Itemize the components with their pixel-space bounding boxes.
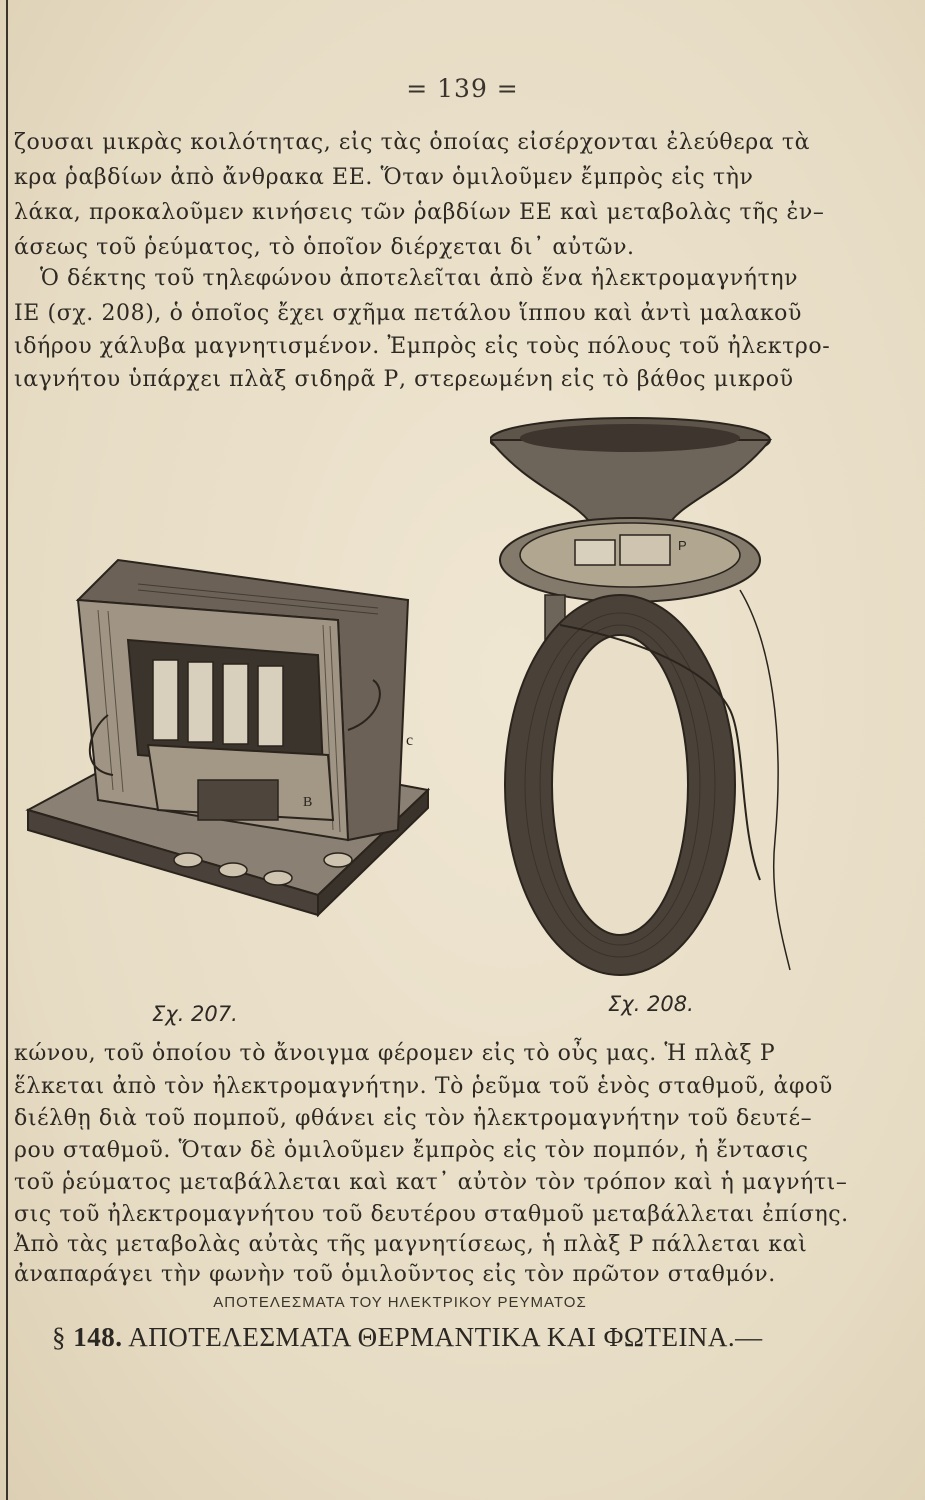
page-number: = 139 = xyxy=(406,74,519,103)
text-line: ΙΕ (σχ. 208), ὁ ὁποῖος ἔχει σχῆμα πετάλου ἵππου καὶ ἀντὶ μαλακοῦ xyxy=(14,301,802,326)
section-heading xyxy=(52,1322,763,1353)
figure-208-label-p: P xyxy=(678,538,687,553)
text-line: ἕλκεται ἀπὸ τὸν ἠλεκτρομαγνήτην. Τὸ ῥεῦμα τοῦ ἑνὸς σταθμοῦ, ἀφοῦ xyxy=(14,1074,833,1099)
text-line: ζουσαι μικρὰς κοιλότητας, εἰς τὰς ὁποίας εἰσέρχονται ἐλεύθερα τὰ xyxy=(14,130,811,155)
text-line: κώνου, τοῦ ὁποίου τὸ ἄνοιγμα φέρομεν εἰς τὸ οὖς μας. Ἡ πλὰξ Ρ xyxy=(14,1041,776,1066)
figure-208-caption: Σχ. 208. xyxy=(608,992,694,1016)
figure-207-label-c: c xyxy=(406,732,414,749)
text-line: Ἀπὸ τὰς μεταβολὰς αὐτὰς τῆς μαγνητίσεως, ἡ πλὰξ Ρ πάλλεται καὶ xyxy=(14,1232,808,1257)
text-line: τοῦ ῥεύματος μεταβάλλεται καὶ κατ᾽ αὐτὸν τὸν τρόπον καὶ ἡ μαγνήτι– xyxy=(14,1170,848,1195)
figure-207-illustration xyxy=(18,540,438,940)
text-line: ιαγνήτου ὑπάρχει πλὰξ σιδηρᾶ Ρ, στερεωμένη εἰς τὸ βάθος μικροῦ xyxy=(14,367,794,392)
text-line: ρου σταθμοῦ. Ὅταν δὲ ὁμιλοῦμεν ἔμπρὸς εἰς τὸν πομπόν, ἡ ἔντασις xyxy=(14,1138,809,1163)
text-line: λάκα, προκαλοῦμεν κινήσεις τῶν ῥαβδίων ΕΕ καὶ μεταβολὰς τῆς ἐν– xyxy=(14,200,825,225)
text-line: ἀναπαράγει τὴν φωνὴν τοῦ ὁμιλοῦντος εἰς τὸν πρῶτον σταθμόν. xyxy=(14,1262,776,1287)
figure-208-illustration xyxy=(490,410,800,990)
section-number: 148. xyxy=(73,1322,123,1352)
text-line: κρα ῥαβδίων ἀπὸ ἄνθρακα ΕΕ. Ὅταν ὁμιλοῦμεν ἔμπρὸς εἰς τὴν xyxy=(14,165,754,190)
section-symbol: § xyxy=(52,1322,66,1352)
text-line: διέλθῃ διὰ τοῦ πομποῦ, φθάνει εἰς τὸν ἠλεκτρομαγνήτην τοῦ δευτέ– xyxy=(14,1106,813,1131)
page-binding-edge xyxy=(6,0,8,1500)
text-line: σις τοῦ ἠλεκτρομαγνήτου τοῦ δευτέρου σταθμοῦ μεταβάλλεται ἐπίσης. xyxy=(14,1202,849,1227)
figure-207-caption: Σχ. 207. xyxy=(152,1002,238,1026)
figure-207-label-b: B xyxy=(303,795,313,810)
text-line: άσεως τοῦ ῥεύματος, τὸ ὁποῖον διέρχεται δι᾽ αὐτῶν. xyxy=(14,235,635,260)
section-title: ΑΠΟΤΕΛΕΣΜΑΤΑ ΘΕΡΜΑΝΤΙΚΑ ΚΑΙ ΦΩΤΕΙΝΑ.— xyxy=(128,1322,763,1352)
text-line: Ὁ δέκτης τοῦ τηλεφώνου ἀποτελεῖται ἀπὸ ἕνα ἠλεκτρομαγνήτην xyxy=(40,266,799,291)
text-line: ιδήρου χάλυβα μαγνητισμένον. Ἐμπρὸς εἰς τοὺς πόλους τοῦ ἠλεκτρο- xyxy=(14,334,831,359)
running-head: ΑΠΟΤΕΛΕΣΜΑΤΑ ΤΟΥ ΗΛΕΚΤΡΙΚΟΥ ΡΕΥΜΑΤΟΣ xyxy=(213,1294,587,1311)
